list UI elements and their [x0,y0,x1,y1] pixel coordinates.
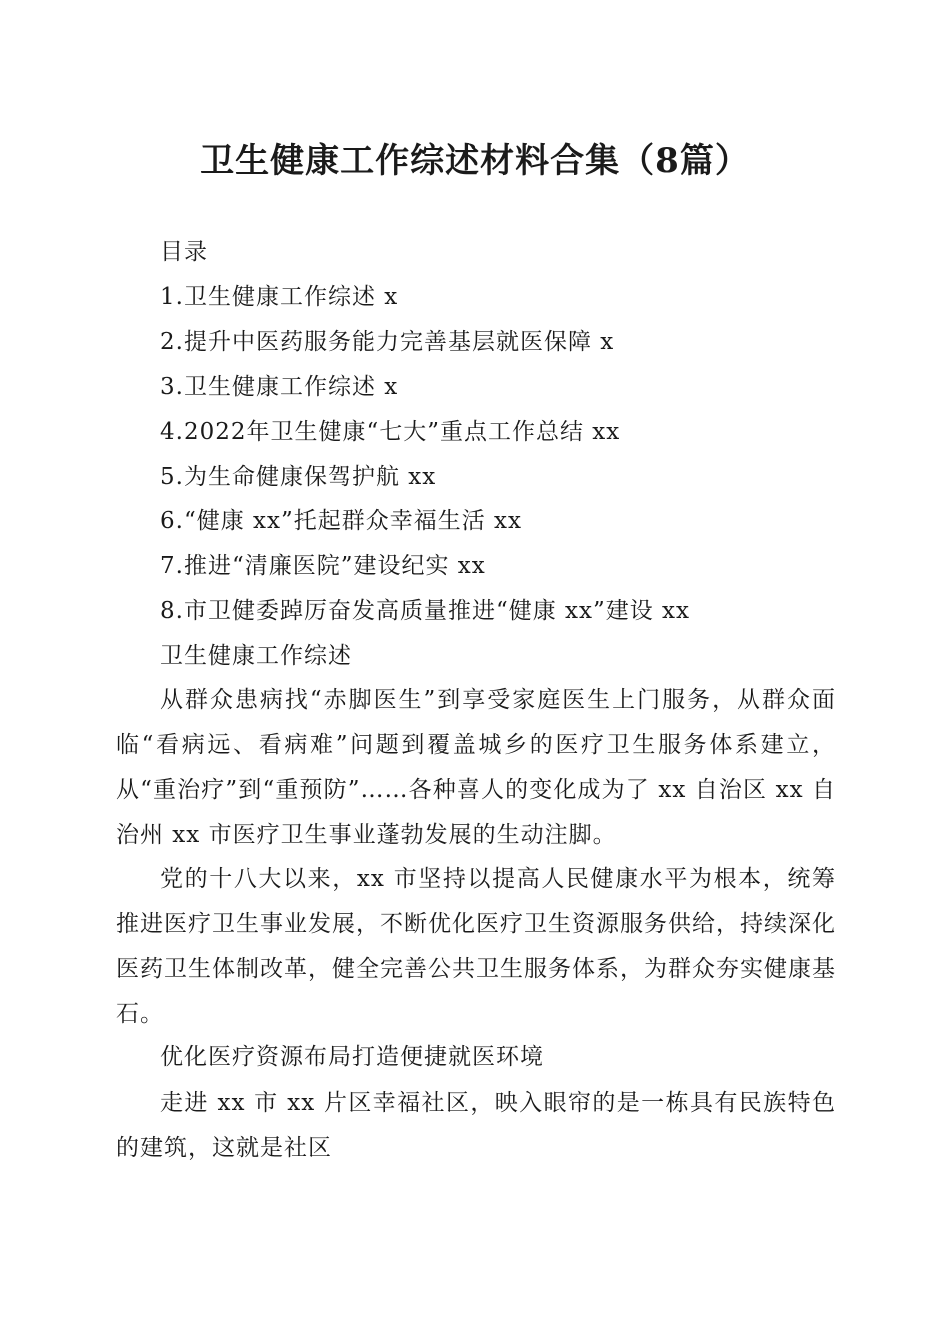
document-title: 卫生健康工作综述材料合集（8篇） [200,141,750,181]
toc-item: 5.为生命健康保驾护航 xx [160,464,437,490]
toc-item: 8.市卫健委踔厉奋发高质量推进“健康 xx”建设 xx [160,598,690,624]
toc-item: 7.推进“清廉医院”建设纪实 xx [160,553,486,579]
toc-item: 6.“健康 xx”托起群众幸福生活 xx [160,508,522,534]
toc-item: 3.卫生健康工作综述 x [160,374,399,400]
article-paragraph: 走进 xx 市 xx 片区幸福社区，映入眼帘的是一栋具有民族特色的建筑，这就是社区 [116,1090,836,1161]
toc-item: 1.卫生健康工作综述 x [160,284,399,310]
article-heading: 卫生健康工作综述 [160,643,352,669]
article-subheading: 优化医疗资源布局打造便捷就医环境 [160,1044,544,1070]
toc-item: 4.2022年卫生健康“七大”重点工作总结 xx [160,419,621,445]
toc-item: 2.提升中医药服务能力完善基层就医保障 x [160,329,615,355]
article-paragraph: 党的十八大以来，xx 市坚持以提高人民健康水平为根本，统筹推进医疗卫生事业发展，不断优化医疗卫生资源服务供给，持续深化医药卫生体制改革，健全完善公共卫生服务体系，为群众夯实健康基石。 [116,866,836,1027]
toc-heading: 目录 [160,239,208,265]
article-paragraph: 从群众患病找“赤脚医生”到享受家庭医生上门服务，从群众面临“看病远、看病难”问题到覆盖城乡的医疗卫生服务体系建立，从“重治疗”到“重预防”……各种喜人的变化成为了 xx 自治区 xx 自治州 xx 市医疗卫生事业蓬勃发展的生动注脚。 [116,687,836,848]
